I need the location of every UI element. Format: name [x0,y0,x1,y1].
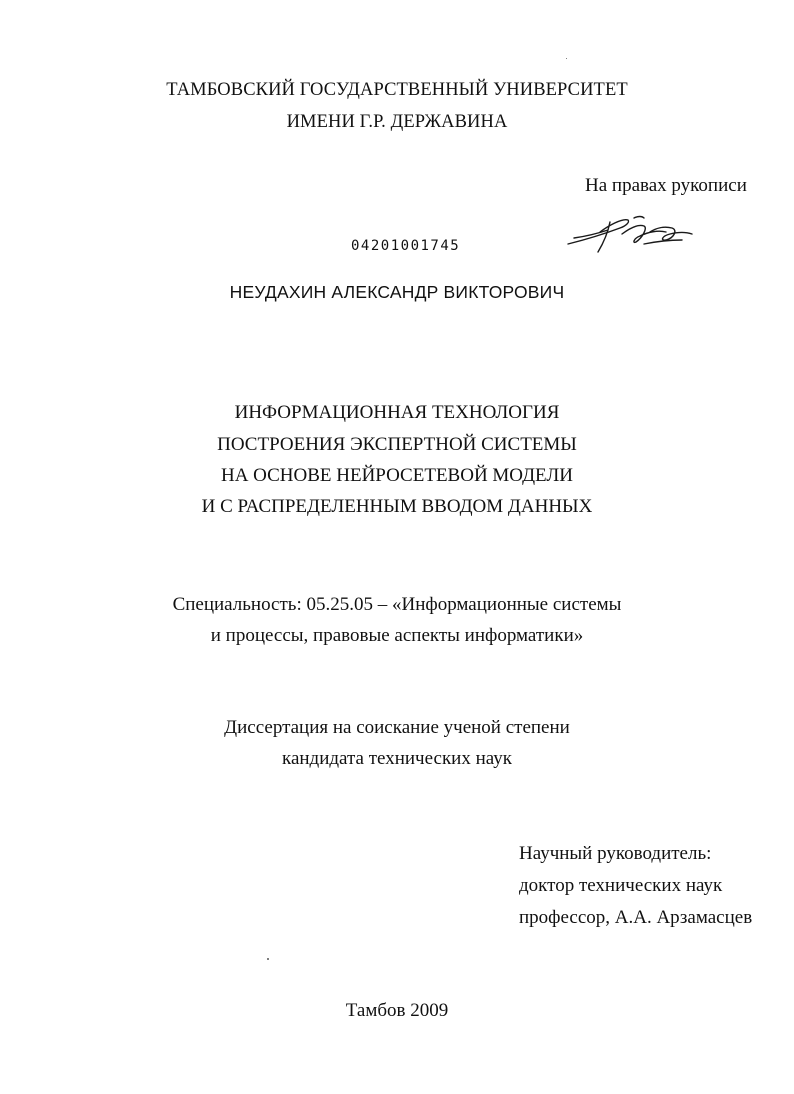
registration-number: 04201001745 [351,238,461,254]
degree-line-1: Диссертация на соискание ученой степени [224,717,570,738]
specialty-line-1: Специальность: 05.25.05 – «Информационные системы [172,594,622,615]
degree-line-2: кандидата технических наук [282,748,512,769]
supervisor-degree: доктор технических наук [519,875,723,896]
university-named-after: ИМЕНИ Г.Р. ДЕРЖАВИНА [286,112,508,132]
specialty-line-2: и процессы, правовые аспекты информатики» [210,625,584,646]
supervisor-name: профессор, А.А. Арзамасцев [519,907,753,928]
author-name: НЕУДАХИН АЛЕКСАНДР ВИКТОРОВИЧ [229,282,565,302]
university-name: ТАМБОВСКИЙ ГОСУДАРСТВЕННЫЙ УНИВЕРСИТЕТ [166,80,628,100]
scan-speck [267,958,269,960]
supervisor-label: Научный руководитель: [519,843,712,864]
title-line-1: ИНФОРМАЦИОННАЯ ТЕХНОЛОГИЯ [234,402,560,423]
title-line-4: И С РАСПРЕДЕЛЕННЫМ ВВОДОМ ДАННЫХ [201,496,593,517]
scan-speck [566,58,567,59]
author-signature [564,210,699,260]
city-year: Тамбов 2009 [345,1000,449,1021]
title-line-2: ПОСТРОЕНИЯ ЭКСПЕРТНОЙ СИСТЕМЫ [217,434,577,455]
manuscript-rights-note: На правах рукописи [585,175,747,196]
title-line-3: НА ОСНОВЕ НЕЙРОСЕТЕВОЙ МОДЕЛИ [220,465,574,486]
